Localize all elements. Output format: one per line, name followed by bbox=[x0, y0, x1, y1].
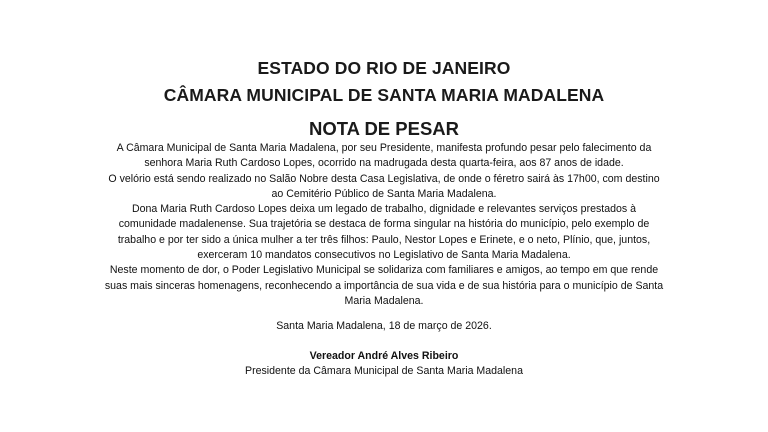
body-paragraph: O velório está sendo realizado no Salão Nobre desta Casa Legislativa, de onde o féretro sairá às 17h00, com destino ao Cemitério Público de Santa Maria Madalena. bbox=[108, 172, 660, 200]
body-paragraph: Dona Maria Ruth Cardoso Lopes deixa um legado de trabalho, dignidade e relevantes serviços prestados à comunidade madalenense. Sua trajetória se destaca de forma singular na história do município, pelo exemplo de trabalho e por ter sido a única mulher a ter três filhos: Paulo, Nestor Lopes e Erinete, e o neto, Plínio, que, juntos, exerceram 10 mandatos consecutivos no Legislativo de Santa Maria Madalena. bbox=[117, 203, 651, 262]
chamber-heading: CÂMARA MUNICIPAL DE SANTA MARIA MADALENA bbox=[163, 85, 605, 105]
signer-name: Vereador André Alves Ribeiro bbox=[309, 350, 459, 362]
state-heading: ESTADO DO RIO DE JANEIRO bbox=[257, 58, 511, 78]
body-paragraph: Neste momento de dor, o Poder Legislativo Municipal se solidariza com familiares e amigos, ao tempo em que rende suas mais sinceras homenagens, reconhecendo a importância de sua vida e de sua história para o município de Santa Maria Madalena. bbox=[104, 264, 664, 307]
note-body bbox=[104, 141, 664, 309]
date-line: Santa Maria Madalena, 18 de março de 2026. bbox=[276, 320, 492, 332]
note-title: NOTA DE PESAR bbox=[308, 118, 460, 139]
body-paragraph: A Câmara Municipal de Santa Maria Madalena, por seu Presidente, manifesta profundo pesar pelo falecimento da senhora Maria Ruth Cardoso Lopes, ocorrido na madrugada desta quarta-feira, aos 87 anos de idade. bbox=[116, 142, 652, 170]
signer-role: Presidente da Câmara Municipal de Santa Maria Madalena bbox=[245, 365, 523, 377]
